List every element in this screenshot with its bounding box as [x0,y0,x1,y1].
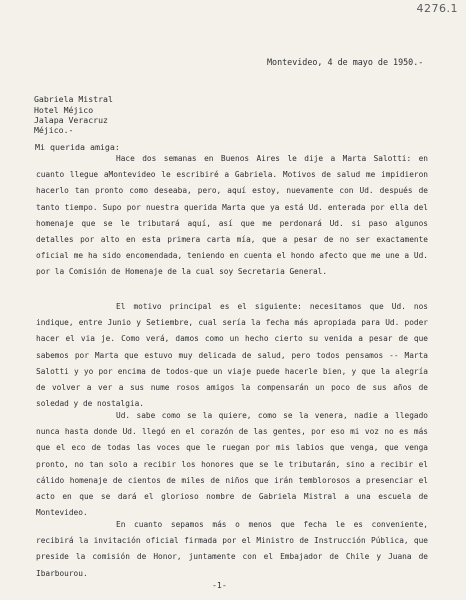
paragraph-2: El motivo principal es el siguiente: necesitamos que Ud. nos indique, entre Junio y Setiembre, cual sería la fecha más apropiada para Ud. poder hacer el via je. Como verá, damos como un hecho cierto su venida a pesar de que sabemos por Marta que estuvo muy delicada de salud, pero todos pensamos -- Marta Salotti y yo por encima de todos-que un viaje puede hacerle bien, y que la alegría de volver a ver a sus nume rosos amigos la compensarán un poco de sus años de soledad y de nostalgia. [36,302,428,409]
recipient-name: Gabriela Mistral [34,94,113,104]
paragraph-1: Hace dos semanas en Buenos Aires le dije a Marta Salotti: en cuanto llegue aMontevideo le escribiré a Gabriela. Motivos de salud me impidieron hacerlo tan pronto como deseaba, pero, aquí estoy, nuevamente con Ud. después de tanto tiempo. Supo por nuestra querida Marta que ya está Ud. enterada por ella del homenaje que se le tributará aquí, así que me perdonará Ud. si paso algunos detalles por alto en esta primera carta mía, que a pesar de no ser exactamente oficial me ha sido encomendada, teniendo en cuenta el hondo afecto que me une a Ud. por la Comisión de Homenaje de la cual soy Secretaria General. [36,154,428,277]
greeting: Mi querida amiga: [35,142,120,152]
recipient-hotel: Hotel Méjico [34,105,94,115]
paragraph-3: Ud. sabe como se la quiere, como se la venera, nadie a llegado nunca hasta donde Ud. llegó en el corazón de las gentes, por eso mi voz no es más que el eco de todas las voces que le ruegan por mis labios que venga, que venga pronto, no tan solo a recibir los honores que se le tributarán, sino a recibir el cálido homenaje de cientos de miles de niños que irán temblorosos a presenciar el acto en que se dará el glorioso nombre de Gabriela Mistral a una escuela de Montevideo. [36,411,428,518]
recipient-country: Méjico.- [34,125,74,135]
paragraph-4: En cuanto sepamos más o menos que fecha le es conveniente, recibirá la invitación oficial firmada por el Ministro de Instrucción Pública, que preside la comisión de Honor, juntamente con el Embajador de Chile y Juana de Ibarbourou. [36,520,428,578]
page-number: -1- [212,580,227,590]
recipient-city: Jalapa Veracruz [34,115,108,125]
date-line: Montevideo, 4 de mayo de 1950.- [267,57,424,67]
archive-number: 4276.1 [416,2,458,15]
